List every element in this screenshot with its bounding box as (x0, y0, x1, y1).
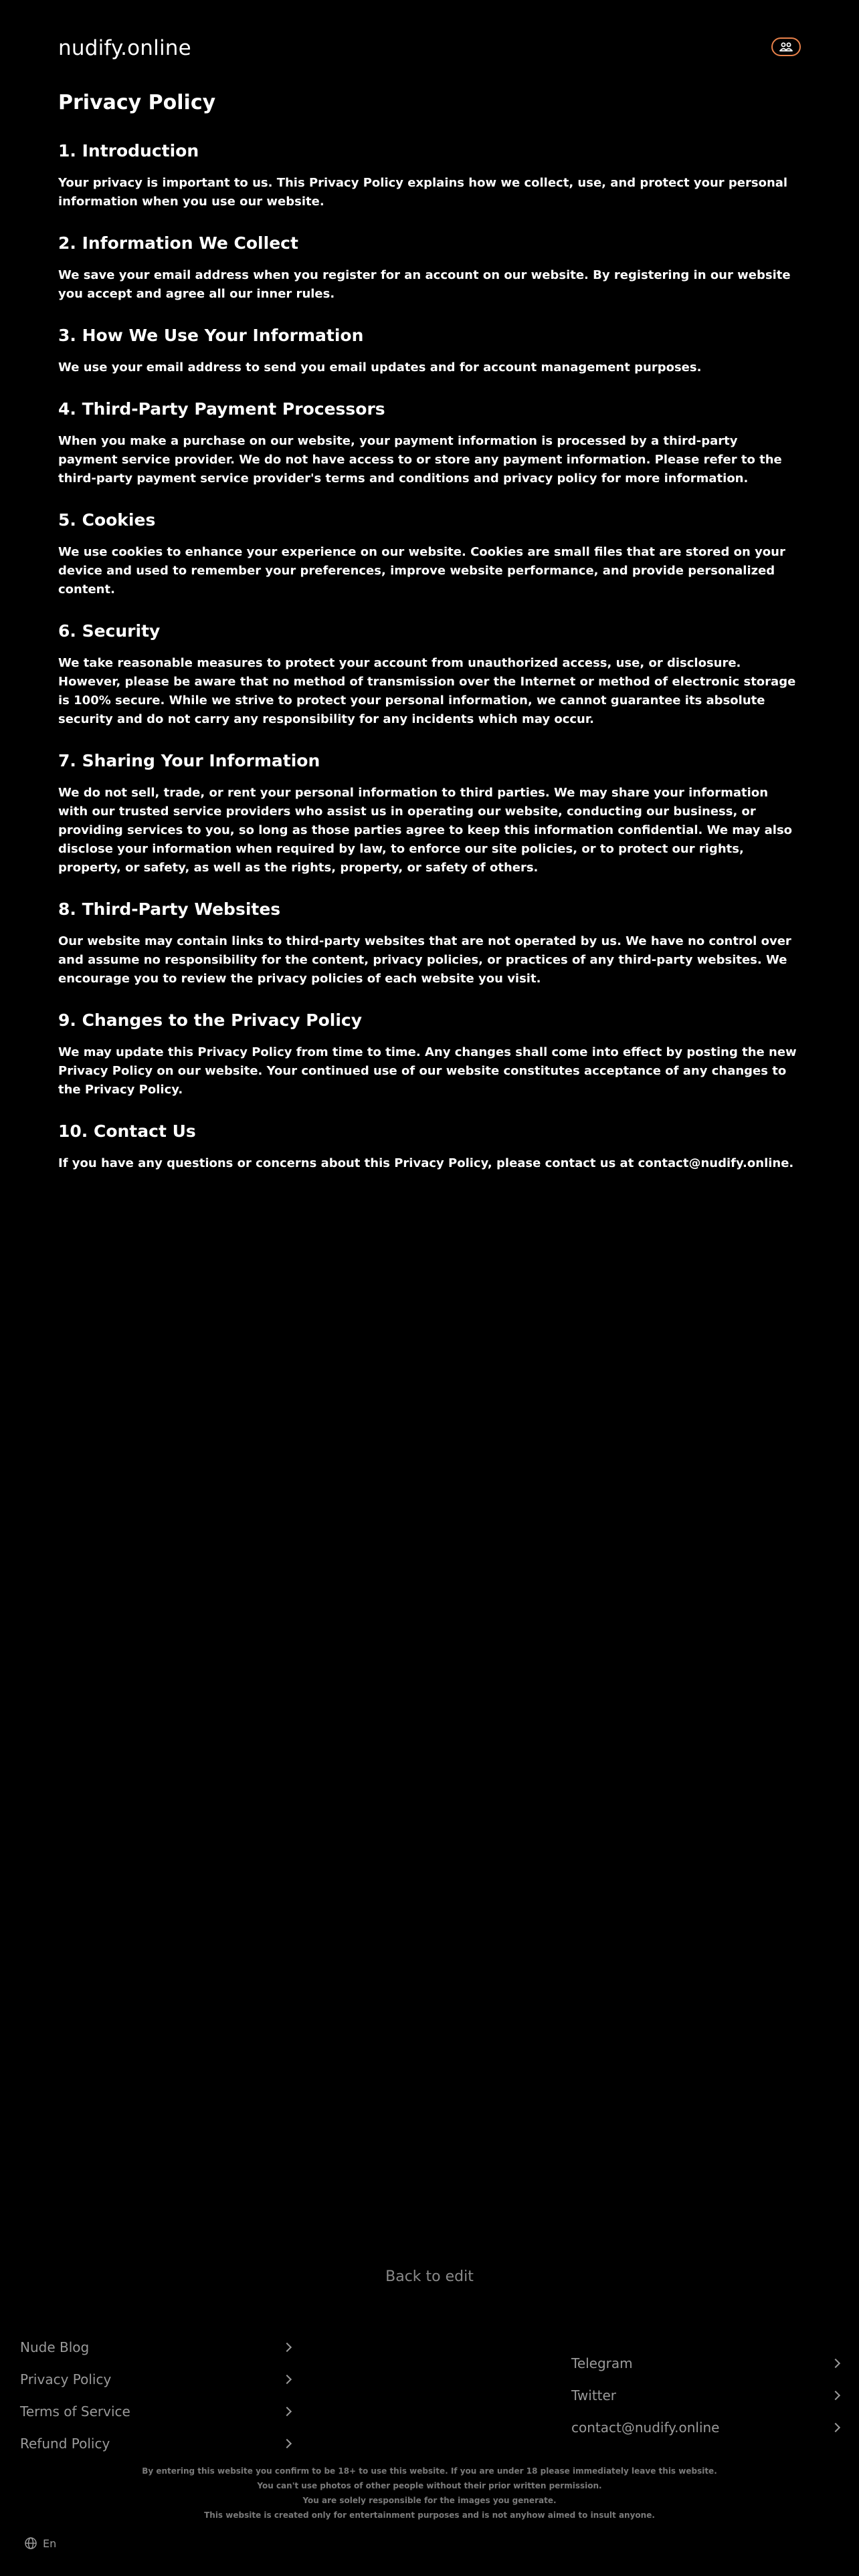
footer-link-twitter[interactable] (571, 2379, 842, 2411)
chevron-right-icon (831, 2423, 840, 2432)
section-introduction (58, 138, 801, 211)
globe-icon (24, 2537, 37, 2550)
disclaimer-line: By entering this website you confirm to be 18+ to use this website. If you are under 18 please immediately leave this website. (142, 2466, 717, 2476)
footer-link-nude-blog[interactable] (20, 2331, 293, 2363)
section-body: We take reasonable measures to protect your account from unauthorized access, use, or disclosure. However, please be aware that no method of transmission over the Internet or method of electronic storage is 100% secure. While we strive to protect your personal information, we cannot guarantee its absolute security and do not carry any responsibility for any incidents which may occur. (58, 656, 796, 726)
section-sharing (58, 748, 801, 877)
disclaimer-line: You are solely responsible for the images you generate. (302, 2496, 557, 2505)
footer-link-label: Telegram (571, 2355, 633, 2371)
page-title: Privacy Policy (58, 91, 216, 114)
section-body: We do not sell, trade, or rent your personal information to third parties. We may share your information with our trusted service providers who assist us in operating our website, conducting our business, or providing services to you, so long as those parties agree to keep this information confidential. We may also disclose your information when required by law, to enforce our site policies, or to protect our rights, property, or safety, as well as the rights, property, or safety of others. (58, 786, 793, 875)
section-how-we-use (58, 322, 801, 377)
footer-link-label: Terms of Service (20, 2403, 130, 2420)
chevron-right-icon (282, 2343, 292, 2352)
footer-link-terms-of-service[interactable] (20, 2395, 293, 2428)
site-header (58, 32, 801, 66)
section-heading: 8. Third-Party Websites (58, 899, 281, 919)
footer-links-right (571, 2347, 842, 2444)
section-heading: 1. Introduction (58, 141, 199, 160)
footer-link-privacy-policy[interactable] (20, 2363, 293, 2395)
section-heading: 9. Changes to the Privacy Policy (58, 1010, 363, 1030)
section-heading: 10. Contact Us (58, 1121, 196, 1141)
section-heading: 3. How We Use Your Information (58, 326, 364, 345)
section-information-we-collect (58, 230, 801, 304)
user-icon[interactable] (771, 37, 801, 56)
chevron-right-icon (831, 2391, 840, 2400)
section-heading: 5. Cookies (58, 510, 156, 530)
language-label: En (43, 2537, 57, 2550)
section-body: If you have any questions or concerns about this Privacy Policy, please contact us at contact@nudify.online. (58, 1156, 794, 1170)
footer-link-label: Refund Policy (20, 2436, 110, 2452)
chevron-right-icon (831, 2359, 840, 2368)
chevron-right-icon (282, 2375, 292, 2384)
section-payment-processors (58, 396, 801, 488)
section-contact (58, 1118, 801, 1173)
footer-link-label: Privacy Policy (20, 2371, 112, 2387)
section-cookies (58, 507, 801, 599)
back-to-edit-link[interactable]: Back to edit (385, 2268, 474, 2285)
section-body: We may update this Privacy Policy from time to time. Any changes shall come into effect by posting the new Privacy Policy on our website. Your continued use of our website constitutes acceptance of any changes to the Privacy Policy. (58, 1045, 797, 1097)
section-heading: 6. Security (58, 621, 161, 641)
section-body: We use your email address to send you email updates and for account management purposes. (58, 360, 702, 374)
footer-link-refund-policy[interactable] (20, 2428, 293, 2460)
section-body: When you make a purchase on our website, your payment information is processed by a third-party payment service provider. We do not have access to or store any payment information. Please refer to the third-party payment service provider's terms and conditions and privacy policy for more information. (58, 434, 782, 486)
section-body: We use cookies to enhance your experience on our website. Cookies are small files that are stored on your device and used to remember your preferences, improve website performance, and provide personalized content. (58, 545, 785, 597)
section-changes (58, 1007, 801, 1099)
policy-content (58, 87, 801, 1192)
section-body: Our website may contain links to third-party websites that are not operated by us. We have no control over and assume no responsibility for the content, privacy policies, or practices of any third-party websites. We encourage you to review the privacy policies of each website you visit. (58, 934, 791, 986)
disclaimer-line: This website is created only for entertainment purposes and is not anyhow aimed to insult anyone. (204, 2510, 655, 2520)
section-security (58, 618, 801, 729)
section-heading: 4. Third-Party Payment Processors (58, 399, 385, 419)
footer-link-label: contact@nudify.online (571, 2420, 720, 2436)
chevron-right-icon (282, 2407, 292, 2416)
footer-link-label: Twitter (571, 2387, 617, 2403)
section-third-party-websites (58, 896, 801, 988)
site-logo[interactable]: nudify.online (58, 36, 191, 60)
footer-link-telegram[interactable] (571, 2347, 842, 2379)
chevron-right-icon (282, 2439, 292, 2448)
disclaimer-line: You can't use photos of other people without their prior written permission. (257, 2481, 602, 2490)
section-heading: 2. Information We Collect (58, 233, 298, 253)
section-body: Your privacy is important to us. This Privacy Policy explains how we collect, use, and protect your personal information when you use our website. (58, 176, 788, 209)
footer-link-contact-email[interactable] (571, 2411, 842, 2444)
footer-disclaimer (0, 2464, 859, 2523)
footer-link-label: Nude Blog (20, 2339, 90, 2355)
footer-links-left (20, 2331, 293, 2460)
section-heading: 7. Sharing Your Information (58, 751, 320, 770)
language-selector[interactable] (24, 2537, 56, 2550)
section-body: We save your email address when you register for an account on our website. By registering in our website you accept and agree all our inner rules. (58, 268, 791, 301)
